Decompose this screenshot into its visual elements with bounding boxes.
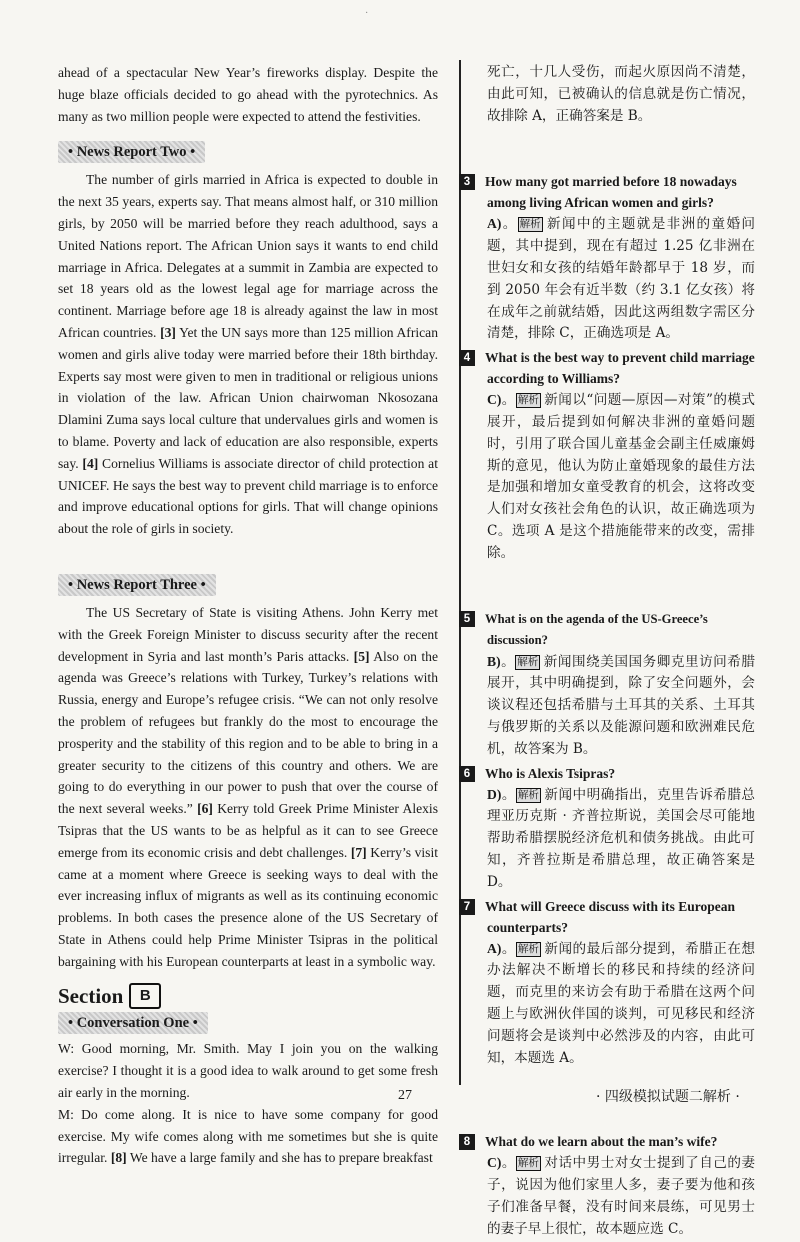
- answer-3: A)。 解析 新闻中的主题就是非洲的童婚问题，其中提到，现在有超过 1.25 亿非洲在世妇女和女孩的结婚年龄都早于 18 岁，而到 2050 年会有近半数（约 3.1 亿女孩）将在成年之前就结婚，因此这两组数字需区分清楚，排除 C，正确选项是 A。: [487, 216, 756, 342]
- column-divider: [459, 60, 461, 1085]
- question-block-8: [463, 1131, 756, 1240]
- jiexi-label: 解析: [517, 1157, 539, 1170]
- jiexi-label: 解析: [517, 942, 539, 955]
- news-report-three-paragraph: The US Secretary of State is visiting Athens. John Kerry met with the Greek Foreign Minister to discuss security after the recent development in Syria and last month’s Paris attacks. [5] Also on the agenda was Greece’s relations with Turkey, Turkey’s relations with Russia, energy and Europe’s refugee crisis. “We can not only resolve the problem of refugees but frankly do the most to encourage the prosperity and the stability of this region and to be able to bring in a greater security to the citizens of this country and others. We are going to do everything in our power to push that over the course of the next several weeks.” [6] Kerry told Greek Prime Minister Alexis Tsipras that the US wants to be as helpful as it can to see Greece emerge from its economic crisis and debt challenges. [7] Kerry’s visit came at a moment where Greece is seeking ways to deal with the ever increasing influx of migrants as well as its continuing economic problems. In both cases the presence alone of the US Secretary of State in Athens could help Prime Minister Tsipras in the political bargaining with his European counterparts at least in a symbolic way.: [58, 604, 439, 969]
- question-3: 3 How many got married before 18 nowadays among living African women and girls?: [487, 171, 755, 213]
- conversation-man-line: M: Do come along. It is nice to have some company for good exercise. My wife comes along with me sometimes but she is quite irregular. [8] We have a large family and she has to prepare breakfast: [58, 1106, 438, 1166]
- section-heading: [58, 982, 438, 1010]
- marker-5: [5]: [353, 648, 370, 664]
- question-block-4: [463, 347, 755, 564]
- left-column: [58, 62, 438, 1169]
- news-report-three-tag: • News Report Three •: [58, 574, 216, 596]
- marker-7: [7]: [350, 844, 367, 860]
- question-6: 6 Who is Alexis Tsipras?: [487, 763, 755, 784]
- answer-6: D)。 解析 新闻中明确指出，克里告诉希腊总理亚历克斯 · 齐普拉斯说，美国会尽可能地帮助希腊摆脱经济危机和债务挑战。由此可知，齐普拉斯是希腊总理，故正确答案是 D。: [487, 786, 756, 890]
- footer-title: · 四级模拟试题二解析 ·: [596, 1089, 740, 1105]
- jiexi-label: 解析: [519, 218, 541, 231]
- section-label: Section: [58, 984, 124, 1009]
- page-number: 27: [398, 1088, 412, 1103]
- section-letter-box: B: [129, 983, 161, 1009]
- top-mark: ·: [365, 8, 369, 19]
- question-5: 5 What is on the agenda of the US-Greece’s discussion?: [487, 609, 755, 651]
- conversation-one-tag: • Conversation One •: [58, 1012, 208, 1034]
- marker-8: [8]: [110, 1150, 127, 1166]
- question-block-6: [463, 763, 756, 894]
- answer-5: B)。 解析 新闻围绕美国国务卿克里访问希腊展开，其中明确提到，除了安全问题外，会谈议程还包括希腊与土耳其的关系、土耳其与俄罗斯的关系以及能源问题和欧洲难民危机，故答案为 B。: [487, 653, 756, 757]
- right-column: [463, 62, 756, 1242]
- question-number-4: 4: [459, 350, 475, 366]
- answer-8: C)。 解析 对话中男士对女士提到了自己的妻子，说因为他们家里人多，妻子要为他和孩子们准备早餐，没有时间来晨练，可见男士的妻子早上很忙，故本题应选 C。: [487, 1155, 756, 1237]
- marker-6: [6]: [197, 801, 213, 817]
- question-block-5: [463, 609, 756, 761]
- marker-4: [4]: [82, 455, 99, 471]
- jiexi-label: 解析: [517, 655, 539, 668]
- intro-paragraph: ahead of a spectacular New Year’s fireworks display. Despite the huge blaze officials decided to go ahead with the pyrotechnics. As many as two million people were expected to attend the festivities.: [58, 65, 438, 124]
- carryover-answer: 死亡，十几人受伤，而起火原因尚不清楚，由此可知，已被确认的信息就是伤亡情况，故排除 A，正确答案是 B。: [487, 64, 755, 124]
- conversation-woman-line: W: Good morning, Mr. Smith. May I join you on the walking exercise? I thought it is a good idea to walk around to get some fresh air early in the morning.: [58, 1041, 438, 1101]
- question-number-6: 6: [459, 766, 475, 782]
- question-4: 4 What is the best way to prevent child marriage according to Williams?: [487, 347, 755, 389]
- jiexi-label: 解析: [517, 788, 539, 801]
- jiexi-label: 解析: [517, 394, 539, 407]
- news-report-two-tag: • News Report Two •: [58, 141, 205, 163]
- question-number-8: 8: [459, 1134, 475, 1150]
- answer-7: A)。 解析 新闻的最后部分提到，希腊正在想办法解决不断增长的移民和持续的经济问题，而克里的来访会有助于希腊在这两个问题上与欧洲伙伴国的谈判，可见移民和经济问题将会是谈判中必然涉及的内容，由此可知，本题选 A。: [487, 940, 756, 1066]
- question-number-7: 7: [459, 899, 475, 915]
- question-number-5: 5: [459, 611, 475, 627]
- question-8: 8 What do we learn about the man’s wife?: [487, 1131, 755, 1152]
- marker-3: [3]: [160, 324, 176, 340]
- question-7: 7 What will Greece discuss with its European counterparts?: [487, 896, 755, 938]
- answer-4: C)。 解析 新闻以“问题—原因—对策”的模式展开，最后提到如何解决非洲的童婚问题时，引用了联合国儿童基金会副主任威廉姆斯的意见，他认为防止童婚现象的最佳方法是加强和增加女童受教育的机会，这将改变人们对女孩社会角色的认识，故正确选项为 C。选项 A 是这个措施能带来的改变，需排除。: [487, 392, 755, 561]
- news-report-two-paragraph: The number of girls married in Africa is expected to double in the next 35 years, experts say. That means almost half, or 310 million girls, by 2050 will be married before they reach adulthood, says a United Nations report. The African Union says it wants to end child marriage in Africa. Delegates at a summit in Zambia are expected to set 18 years old as the lowest legal age for marriage across the continent. Marriage before age 18 is already against the law in most African countries. [3] Yet the UN says more than 125 million African women and girls alive today were married before their 18th birthday. Experts say most were given to men in traditional or religious unions in violation of the law. African Union chairwoman Nkosozana Dlamini Zuma says local culture that undervalues girls and women is to blame. Poverty and lack of education are also responsible, experts say. [4] Cornelius Williams is associate director of child protection at UNICEF. He says the best way to prevent child marriage is to enforce and improve educational options for girls. That will change opinions about the role of girls in society.: [58, 172, 438, 537]
- question-number-3: 3: [459, 174, 475, 190]
- question-block-3: [463, 171, 756, 345]
- question-block-7: [463, 896, 756, 1070]
